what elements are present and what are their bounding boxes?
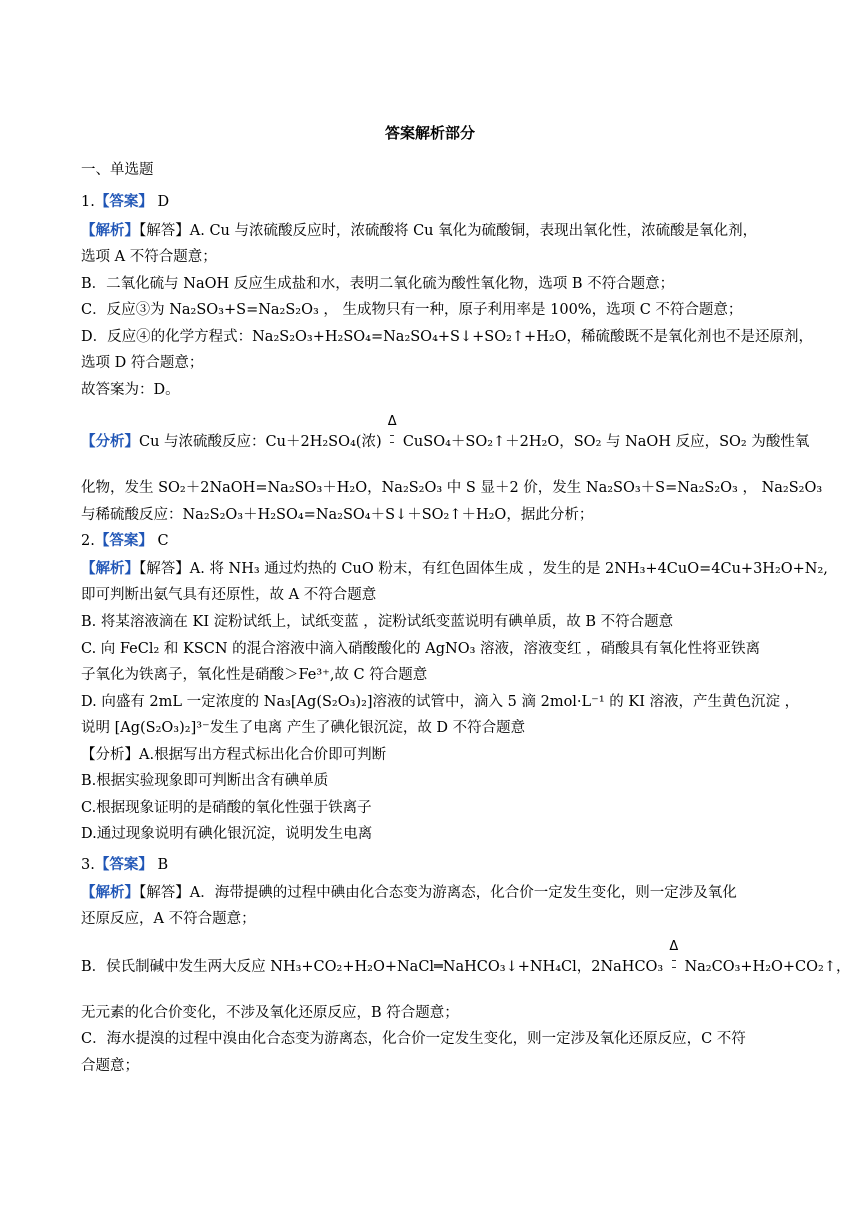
q2-answer-tag: 【答案】	[94, 532, 153, 549]
q3-text: C．海水提溴的过程中溴由化合态变为游离态，化合价一定发生变化，则一定涉及氧化还原反应，C 不符	[81, 1031, 746, 1047]
q1-answer-line	[81, 192, 169, 212]
q1-answer: D	[152, 194, 170, 210]
q2-explanation-line	[81, 559, 828, 579]
q2-text: 即可判断出氨气具有还原性，故 A 不符合题意	[81, 587, 377, 603]
q1-text: 【解答】A. Cu 与浓硫酸反应时，浓硫酸将 Cu 氧化为硫酸铜，表现出氧化性，浓硫酸是氧化剂，	[139, 223, 758, 239]
q3-explanation-line	[81, 883, 737, 903]
q3-text: B．侯氏制碱中发生两大反应 NH₃+CO₂+H₂O+NaCl═NaHCO₃↓+NH₄Cl，2NaHCO₃	[81, 959, 664, 975]
q2-analysis: 【分析】A.根据写出方程式标出化合价即可判断	[81, 747, 387, 763]
q3-answer: B	[152, 857, 169, 873]
q1-text: CuSO₄＋SO₂↑＋2H₂O，SO₂ 与 NaOH 反应，SO₂ 为酸性氧	[402, 434, 810, 450]
q2-explanation-tag: 【解析】	[81, 560, 139, 577]
q2-text: 【解答】A. 将 NH₃ 通过灼热的 CuO 粉末，有红色固体生成 ，发生的是 2NH₃+4CuO=4Cu+3H₂O+N₂,	[139, 561, 828, 577]
q1-analysis-line	[81, 414, 810, 452]
q2-answer-line	[81, 531, 169, 551]
q1-analysis-tag: 【分析】	[81, 433, 139, 450]
q1-number: 1.	[81, 194, 95, 210]
q2-text: B. 将某溶液滴在 KI 淀粉试纸上，试纸变蓝 ，淀粉试纸变蓝说明有碘单质，故 B 不符合题意	[81, 614, 674, 630]
q2-number: 2.	[81, 533, 95, 549]
q2-analysis: B.根据实验现象即可判断出含有碘单质	[81, 773, 329, 789]
q3-number: 3.	[81, 857, 95, 873]
q3-explanation-tag: 【解析】	[81, 884, 139, 901]
heating-condition-icon: Δ	[668, 957, 680, 977]
q1-text: D．反应④的化学方程式：Na₂S₂O₃+H₂SO₄=Na₂SO₄+S↓+SO₂↑+H₂O，稀硫酸既不是氧化剂也不是还原剂，	[81, 329, 814, 345]
page-title: 答案解析部分	[384, 124, 475, 142]
q2-text: D. 向盛有 2mL 一定浓度的 Na₃[Ag(S₂O₃)₂]溶液的试管中，滴入 5 滴 2mol·L⁻¹ 的 KI 溶液，产生黄色沉淀 ，	[81, 694, 800, 710]
q3-answer-tag: 【答案】	[94, 856, 153, 873]
section-heading: 一、单选题	[81, 162, 154, 178]
q1-answer-tag: 【答案】	[94, 193, 153, 210]
q3-equation-line	[81, 939, 851, 977]
q1-text: 与稀硫酸反应：Na₂S₂O₃＋H₂SO₄=Na₂SO₄＋S↓＋SO₂↑＋H₂O，据此分析；	[81, 507, 594, 523]
q1-text: 选项 D 符合题意；	[81, 355, 204, 371]
q1-text: Cu 与浓硫酸反应：Cu＋2H₂SO₄(浓)	[139, 434, 382, 450]
q3-text: 还原反应，A 不符合题意；	[81, 911, 256, 927]
q1-text: B．二氧化硫与 NaOH 反应生成盐和水，表明二氧化硫为酸性氧化物，选项 B 不符合题意；	[81, 276, 675, 292]
q1-explanation-line	[81, 221, 757, 241]
q3-text: 无元素的化合价变化，不涉及氧化还原反应，B 符合题意；	[81, 1005, 459, 1021]
q2-analysis: C.根据现象证明的是硝酸的氧化性强于铁离子	[81, 800, 372, 816]
q1-text: 故答案为：D。	[81, 382, 180, 398]
q3-text: 【解答】A．海带提碘的过程中碘由化合态变为游离态，化合价一定发生变化，则一定涉及氧化	[139, 885, 737, 901]
q2-text: 说明 [Ag(S₂O₃)₂]³⁻发生了电离 产生了碘化银沉淀，故 D 不符合题意	[81, 720, 526, 736]
q2-analysis: D.通过现象说明有碘化银沉淀，说明发生电离	[81, 826, 373, 842]
q2-answer: C	[152, 533, 169, 549]
q1-text: 化物，发生 SO₂＋2NaOH=Na₂SO₃＋H₂O，Na₂S₂O₃ 中 S 显＋2 价，发生 Na₂SO₃＋S=Na₂S₂O₃ ， Na₂S₂O₃	[81, 480, 823, 496]
q3-text: 合题意；	[81, 1058, 139, 1074]
heating-condition-icon: Δ	[386, 432, 398, 452]
q2-text: C. 向 FeCl₂ 和 KSCN 的混合溶液中滴入硝酸酸化的 AgNO₃ 溶液，溶液变红 ，硝酸具有氧化性将亚铁离	[81, 641, 761, 657]
q2-text: 子氧化为铁离子，氧化性是硝酸＞Fe³⁺,故 C 符合题意	[81, 667, 428, 683]
q1-explanation-tag: 【解析】	[81, 222, 139, 239]
q1-text: 选项 A 不符合题意；	[81, 249, 217, 265]
q3-answer-line	[81, 855, 168, 875]
q3-text: Na₂CO₃+H₂O+CO₂↑，	[684, 959, 851, 975]
q1-text: C．反应③为 Na₂SO₃+S=Na₂S₂O₃ ， 生成物只有一种，原子利用率是 100%，选项 C 不符合题意；	[81, 302, 743, 318]
